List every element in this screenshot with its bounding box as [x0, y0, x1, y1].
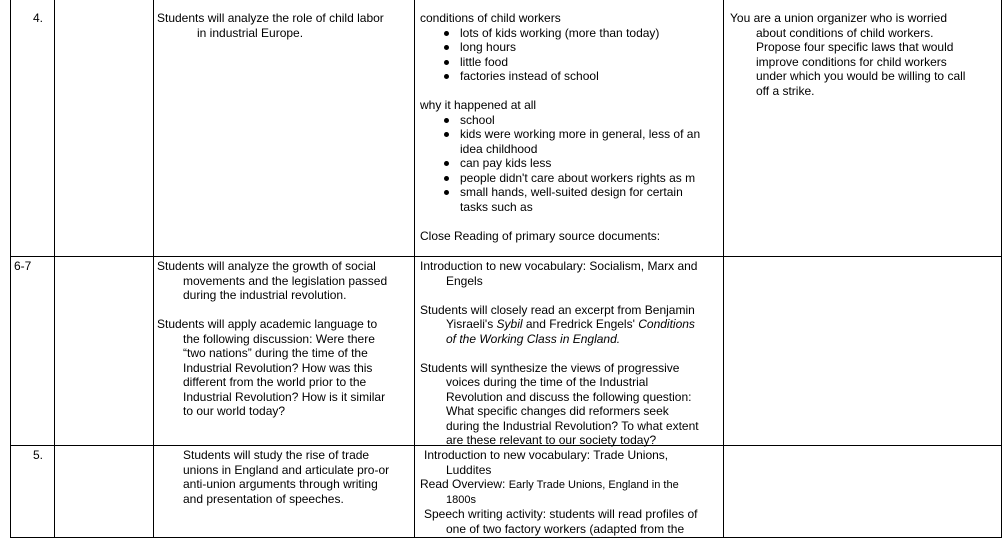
list-item: lots of kids working (more than today): [420, 26, 700, 41]
book-title: Conditions: [638, 317, 695, 331]
list-item-line: small hands, well-suited design for certain: [460, 185, 683, 199]
activities-cell: [420, 259, 699, 448]
row-number: 6-7: [14, 259, 32, 273]
objective-line: different from the world prior to the: [183, 375, 367, 389]
list-item: can pay kids less: [420, 156, 700, 171]
activity-line: [420, 332, 699, 347]
activity-line: during the Industrial Revolution? To what extent: [446, 418, 699, 433]
activity-line: [420, 477, 697, 493]
objective-cell: [157, 11, 384, 40]
assessment-line: under which you would be willing to call: [756, 69, 966, 83]
list-item: school: [420, 113, 700, 128]
activity-closing: Close Reading of primary source documents:: [420, 228, 661, 243]
activity-line: are these relevant to our society today?: [446, 433, 657, 447]
activities-cell: [420, 11, 700, 243]
activity-line: Introduction to new vocabulary: Socialism, Marx and: [420, 259, 698, 273]
row-border: [10, 256, 1002, 257]
objective-line: in industrial Europe.: [197, 25, 304, 40]
reading-title: 1800s: [446, 493, 476, 506]
row-number: 4.: [32, 11, 43, 25]
activity-heading: conditions of child workers: [420, 11, 561, 25]
list-item: [420, 185, 700, 214]
assessment-line: off a strike.: [756, 83, 815, 98]
objective-line: Students will analyze the role of child labor: [157, 11, 384, 25]
objective-line: movements and the legislation passed: [183, 273, 388, 288]
objective-line: unions in England and articulate pro-or: [183, 462, 390, 477]
objective-cell: [157, 259, 387, 419]
objective-line: to our world today?: [183, 404, 286, 418]
objective-line: Students will apply academic language to: [157, 317, 378, 331]
col-border: [414, 0, 415, 538]
activity-heading: why it happened at all: [420, 98, 537, 112]
assessment-line: about conditions of child workers.: [756, 25, 934, 40]
text-run: Read Overview:: [420, 477, 509, 491]
text-run: and Fredrick Engels': [522, 317, 639, 331]
list-item-line: tasks such as: [460, 199, 533, 214]
col-border: [10, 0, 11, 538]
assessment-line: You are a union organizer who is worried: [730, 11, 948, 25]
objective-line: “two nations” during the time of the: [183, 346, 368, 360]
activity-line: Revolution and discuss the following question:: [446, 389, 692, 404]
objective-line: Industrial Revolution? How is it similar: [183, 389, 386, 404]
bullet-list: [420, 113, 700, 215]
text-run: Yisraeli's: [446, 317, 497, 331]
assessment-line: Propose four specific laws that would: [756, 40, 954, 54]
objective-line: and presentation of speeches.: [183, 491, 344, 506]
activity-line: What specific changes did reformers seek: [446, 404, 669, 418]
objective-line: during the industrial revolution.: [183, 288, 347, 302]
activity-line: Engels: [446, 273, 483, 288]
col-border: [153, 0, 154, 538]
activity-line: Introduction to new vocabulary: Trade Unions,: [424, 448, 669, 462]
list-item: long hours: [420, 40, 700, 55]
objective-cell: [183, 448, 389, 506]
reading-title: Early Trade Unions, England in the: [508, 479, 679, 491]
activity-line: Speech writing activity: students will read profiles of: [424, 507, 698, 521]
row-border: [10, 537, 1002, 538]
book-title: Sybil: [496, 317, 523, 331]
activity-line: one of two factory workers (adapted from the: [446, 521, 685, 536]
row-number: 5.: [32, 448, 43, 462]
book-title: of the Working Class in England.: [446, 331, 621, 346]
list-item: little food: [420, 55, 700, 70]
activity-line: Students will closely read an excerpt from Benjamin: [420, 302, 695, 317]
objective-line: Industrial Revolution? How was this: [183, 360, 373, 375]
objective-line: the following discussion: Were there: [183, 331, 375, 346]
activity-line: Luddites: [446, 462, 492, 477]
col-border: [1001, 0, 1002, 538]
list-item: factories instead of school: [420, 69, 700, 84]
activity-line: Students will synthesize the views of progressive: [420, 360, 680, 375]
list-item: [420, 127, 700, 156]
activity-line: voices during the time of the Industrial: [446, 375, 649, 389]
activity-line: [420, 317, 699, 332]
objective-line: Students will study the rise of trade: [183, 448, 370, 462]
col-border: [723, 0, 724, 538]
objective-line: Students will analyze the growth of social: [157, 259, 376, 273]
assessment-cell: [730, 11, 965, 98]
bullet-list: [420, 26, 700, 84]
list-item: people didn't care about workers rights as m: [420, 171, 700, 186]
activities-cell: [420, 448, 697, 536]
list-item-line: idea childhood: [460, 141, 538, 156]
objective-line: anti-union arguments through writing: [183, 477, 378, 491]
list-item-line: kids were working more in general, less of an: [460, 127, 701, 141]
assessment-line: improve conditions for child workers: [756, 54, 947, 69]
